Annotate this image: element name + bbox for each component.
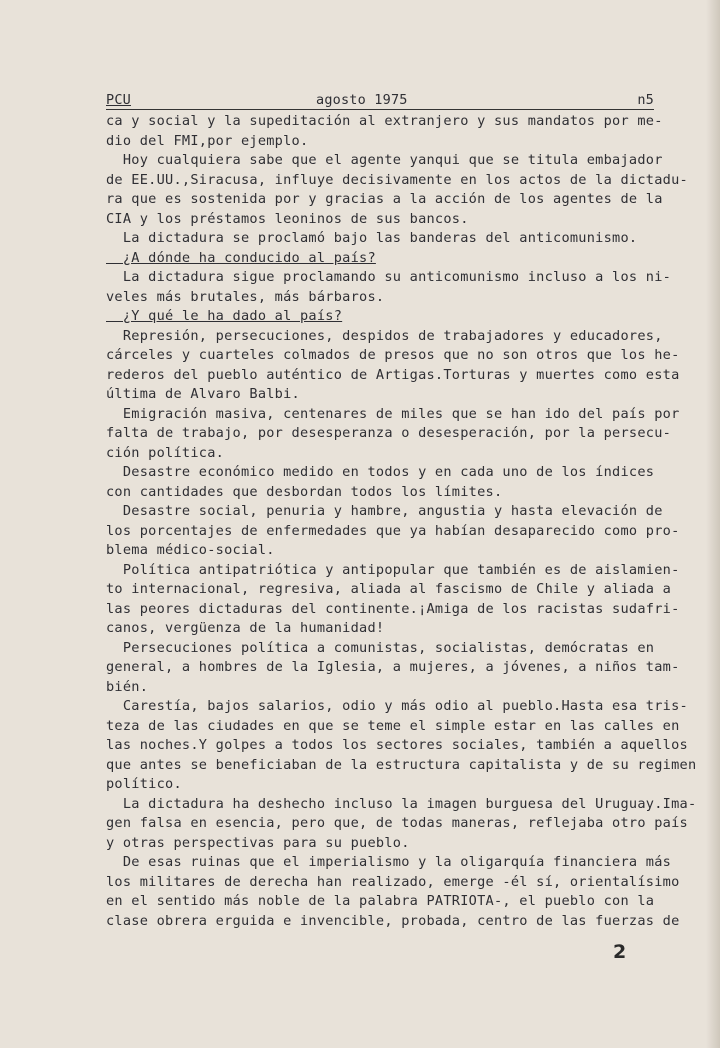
text-line: Represión, persecuciones, despidos de trabajadores y educadores, xyxy=(106,327,663,344)
page-edge-shadow xyxy=(706,0,720,1048)
text-line: político. xyxy=(106,776,182,792)
text-line: Carestía, bajos salarios, odio y más odio al pueblo.Hasta esa tris- xyxy=(106,698,688,714)
text-line: ción política. xyxy=(106,444,225,461)
text-line: canos, vergüenza de la humanidad! xyxy=(106,620,385,636)
text-line: los militares de derecha han realizado, emerge -él sí, orientalísimo xyxy=(106,873,680,890)
body-text xyxy=(106,112,697,931)
header-org: PCU xyxy=(106,92,131,108)
text-line: ca y social y la supeditación al extranjero y sus mandatos por me- xyxy=(106,113,663,129)
text-line: en el sentido más noble de la palabra PATRIOTA-, el pueblo con la xyxy=(106,893,655,909)
text-line: de EE.UU.,Siracusa, influye decisivamente en los actos de la dictadu- xyxy=(106,171,688,188)
header-date: agosto 1975 xyxy=(316,92,408,108)
text-line: general, a hombres de la Iglesia, a mujeres, a jóvenes, a niños tam- xyxy=(106,659,680,675)
text-line: La dictadura sigue proclamando su anticomunismo incluso a los ni- xyxy=(106,269,672,285)
text-line: teza de las ciudades en que se teme el simple estar en las calles en xyxy=(106,717,680,734)
text-line: con cantidades que desbordan todos los límites. xyxy=(106,483,503,500)
text-line: clase obrera erguida e invencible, probada, centro de las fuerzas de xyxy=(106,912,680,929)
text-line: De esas ruinas que el imperialismo y la oligarquía financiera más xyxy=(106,854,672,870)
page-number: 2 xyxy=(613,941,627,963)
text-line: bién. xyxy=(106,678,149,695)
text-line: La dictadura se proclamó bajo las banderas del anticomunismo. xyxy=(106,230,638,246)
text-line: La dictadura ha deshecho incluso la imagen burguesa del Uruguay.Ima- xyxy=(106,795,697,812)
text-line: Desastre social, penuria y hambre, angustia y hasta elevación de xyxy=(106,503,663,519)
text-line: que antes se beneficiaban de la estructura capitalista y de su regimen xyxy=(106,756,697,773)
text-line: Desastre económico medido en todos y en cada uno de los índices xyxy=(106,464,655,480)
text-line: Emigración masiva, centenares de miles que se han ido del país por xyxy=(106,405,680,422)
text-line: blema médico-social. xyxy=(106,542,275,558)
text-line: última de Alvaro Balbi. xyxy=(106,386,300,402)
text-line: falta de trabajo, por desesperanza o desesperación, por la persecu- xyxy=(106,425,672,441)
text-line: los porcentajes de enfermedades que ya habían desaparecido como pro- xyxy=(106,522,680,539)
text-line: to internacional, regresiva, aliada al fascismo de Chile y aliada a xyxy=(106,581,672,597)
text-line: Política antipatriótica y antipopular que también es de aislamien- xyxy=(106,561,680,578)
text-line: dio del FMI,por ejemplo. xyxy=(106,132,309,149)
text-line: y otras perspectivas para su pueblo. xyxy=(106,834,410,851)
text-line: veles más brutales, más bárbaros. xyxy=(106,288,385,305)
text-line-question: ¿Y qué le ha dado al país? xyxy=(106,308,343,324)
text-line: CIA y los préstamos leoninos de sus bancos. xyxy=(106,210,469,227)
page-header xyxy=(106,92,654,110)
text-line: las peores dictaduras del continente.¡Amiga de los racistas sudafri- xyxy=(106,600,680,617)
text-line: las noches.Y golpes a todos los sectores sociales, también a aquellos xyxy=(106,737,688,753)
text-line: ra que es sostenida por y gracias a la acción de los agentes de la xyxy=(106,191,663,207)
text-line: rederos del pueblo auténtico de Artigas.Torturas y muertes como esta xyxy=(106,366,680,383)
text-line: Persecuciones política a comunistas, socialistas, demócratas en xyxy=(106,639,655,656)
text-line: cárceles y cuarteles colmados de presos que no son otros que los he- xyxy=(106,347,680,363)
text-line-question: ¿A dónde ha conducido al país? xyxy=(106,249,376,266)
header-number: n5 xyxy=(637,92,654,108)
text-line: gen falsa en esencia, pero que, de todas maneras, reflejaba otro país xyxy=(106,815,688,831)
text-line: Hoy cualquiera sabe que el agente yanqui que se titula embajador xyxy=(106,152,663,168)
